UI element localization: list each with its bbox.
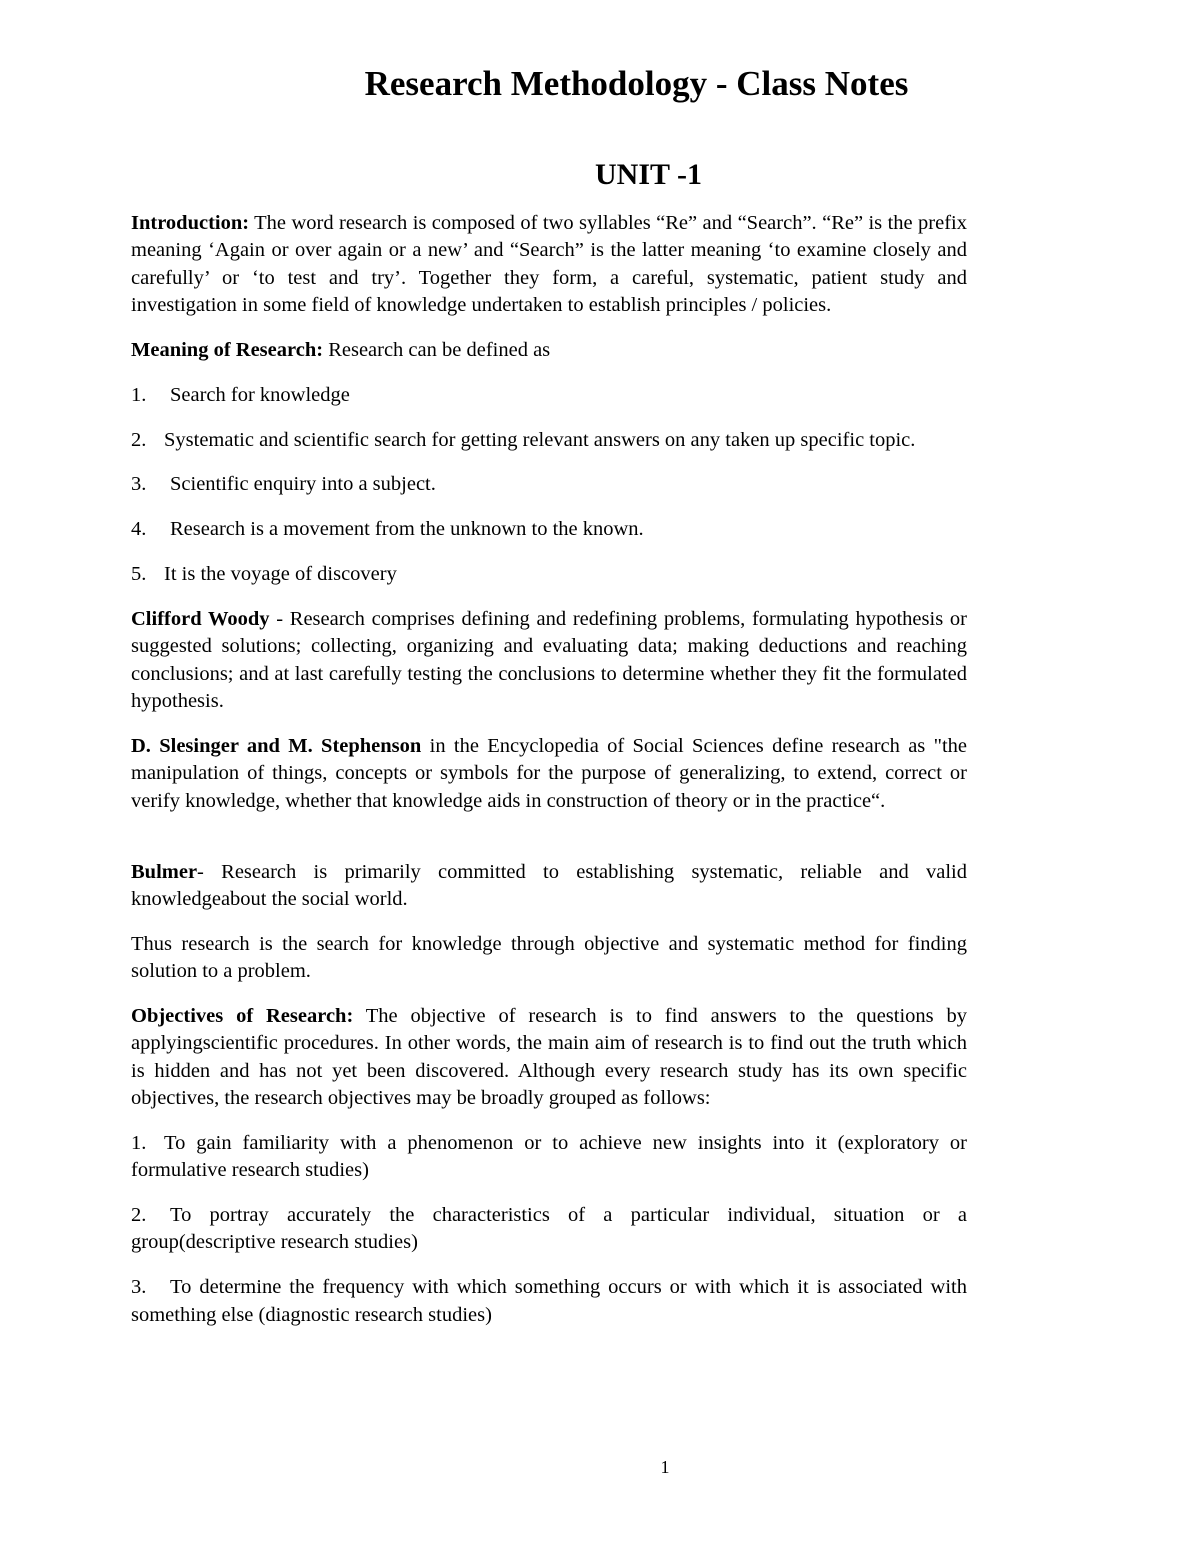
slesinger-text: in the Encyclopedia of Social Sciences define research as "the manipulation of things, concepts or symbols for the purpose of generalizing, to extend, correct or verify knowledge, whether that knowledge aids in construction of theory or in the practice“. — [131, 734, 967, 812]
bulmer-text: - Research is primarily committed to establishing systematic, reliable and valid knowledgeabout the social world. — [131, 860, 967, 911]
list-number: 4. — [131, 518, 147, 541]
meaning-list-item — [131, 427, 967, 454]
objectives-label: Objectives of Research: — [131, 1005, 354, 1028]
page-number: 1 — [660, 1457, 670, 1477]
list-number: 3. — [131, 1276, 147, 1299]
intro-paragraph — [131, 210, 967, 319]
list-number: 1. — [131, 1131, 147, 1154]
document-body — [131, 210, 967, 1347]
meaning-list-item — [131, 561, 967, 588]
bulmer-paragraph — [131, 859, 967, 914]
list-text: Systematic and scientific search for getting relevant answers on any taken up specific topic. — [164, 428, 916, 451]
meaning-text: Research can be defined as — [323, 338, 551, 361]
meaning-list-item — [131, 382, 967, 409]
objectives-list-item — [131, 1130, 967, 1185]
objectives-text: The objective of research is to find answers to the questions by applyingscientific procedures. In other words, the main aim of research is to find out the truth which is hidden and has not yet been discovered. Although every research study has its own specific objectives, the research objectives may be broadly grouped as follows: — [131, 1005, 967, 1110]
objectives-list-item — [131, 1274, 967, 1329]
list-number: 1. — [131, 383, 147, 406]
list-number: 5. — [131, 563, 147, 586]
thus-paragraph: Thus research is the search for knowledge through objective and systematic method for finding solution to a problem. — [131, 932, 967, 983]
woody-text: - Research comprises defining and redefining problems, formulating hypothesis or suggested solutions; collecting, organizing and evaluating data; making deductions and reaching conclusions; and at last carefully testing the conclusions to determine whether they fit the formulated hypothesis. — [131, 608, 967, 713]
list-text: To determine the frequency with which something occurs or with which it is associated with something else (diagnostic research studies) — [131, 1276, 967, 1326]
list-text: Scientific enquiry into a subject. — [170, 473, 436, 496]
meaning-paragraph — [131, 337, 967, 364]
list-number: 3. — [131, 473, 147, 496]
bulmer-label: Bulmer — [131, 860, 198, 883]
slesinger-paragraph — [131, 733, 967, 815]
objectives-list-item — [131, 1202, 967, 1257]
list-text: To portray accurately the characteristics of a particular individual, situation or a group(descriptive research studies) — [131, 1204, 967, 1254]
intro-label: Introduction: — [131, 212, 250, 234]
list-number: 2. — [131, 1204, 147, 1227]
woody-paragraph — [131, 606, 967, 715]
list-number: 2. — [131, 428, 147, 451]
list-text: Research is a movement from the unknown to the known. — [170, 518, 644, 541]
list-text: Search for knowledge — [170, 383, 350, 406]
page-title: Research Methodology - Class Notes — [364, 64, 909, 103]
meaning-label: Meaning of Research: — [131, 338, 324, 361]
meaning-list-item — [131, 471, 967, 498]
slesinger-label: D. Slesinger and M. Stephenson — [131, 734, 422, 757]
unit-heading-text: UNIT -1 — [595, 158, 702, 191]
woody-label: Clifford Woody — [131, 608, 270, 631]
unit-heading — [0, 155, 1200, 195]
objectives-paragraph — [131, 1003, 967, 1112]
list-text: To gain familiarity with a phenomenon or to achieve new insights into it (exploratory or formulative research studies) — [131, 1131, 967, 1182]
list-text: It is the voyage of discovery — [164, 563, 397, 586]
meaning-list-item — [131, 516, 967, 543]
intro-text: The word research is composed of two syllables “Re” and “Search”. “Re” is the prefix meaning ‘Again or over again or a new’ and “Search” is the latter meaning ‘to examine closely and carefully’ or ‘to test and try’. Together they form, a careful, systematic, patient study and investigation in some field of knowledge undertaken to establish principles / policies. — [131, 212, 967, 316]
